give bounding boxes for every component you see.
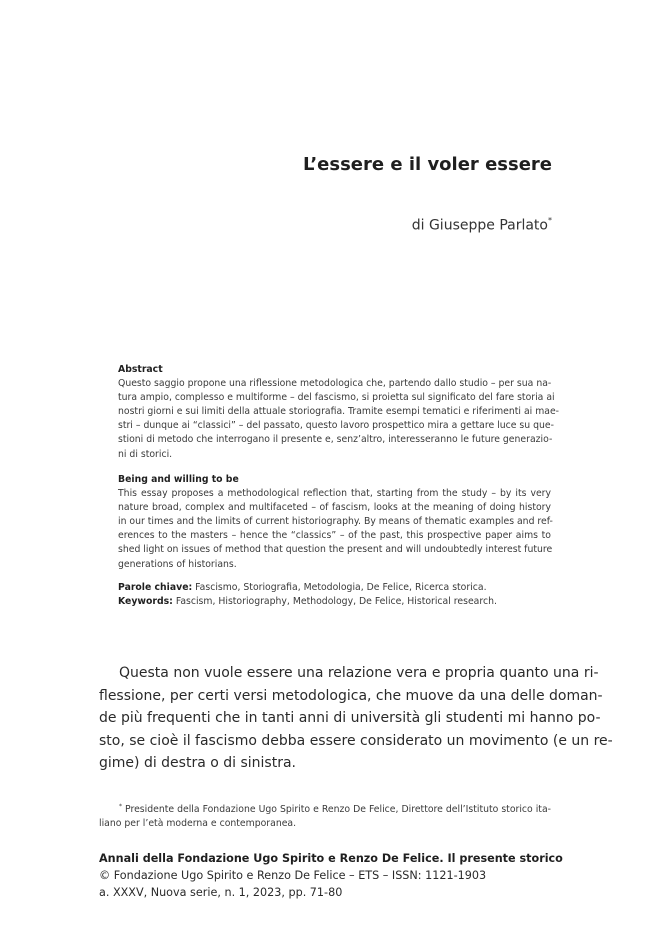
footnote-text: Presidente della Fondazione Ugo Spirito e Renzo De Felice, Direttore dell’Istituto storico ita- [122, 804, 551, 816]
article-author [412, 217, 552, 234]
journal-issue: a. XXXV, Nuova serie, n. 1, 2023, pp. 71-80 [99, 886, 343, 899]
abstract-heading: Abstract [118, 364, 163, 375]
journal-title: Annali della Fondazione Ugo Spirito e Renzo De Felice. Il presente storico [99, 852, 563, 865]
author-footnote-mark: * [548, 216, 552, 225]
abstract-line: tura ampio, complesso e multiforme – del fascismo, si proietta sul significato del fare storia ai [118, 392, 555, 404]
abstract-line: shed light on issues of method that question the present and will undoubtedly interest future [118, 544, 553, 556]
abstract-line: nature broad, complex and multifaceted – of fascism, looks at the meaning of doing history [118, 502, 551, 514]
body-line: flessione, per certi versi metodologica, che muove da una delle doman- [99, 687, 603, 704]
keywords-italian-label: Parole chiave: [118, 582, 193, 593]
keywords-italian [118, 581, 551, 595]
author-name: di Giuseppe Parlato [411, 217, 548, 234]
abstract-line: nostri giorni e sui limiti della attuale storiografia. Tramite esempi tematici e riferimenti ai mae- [118, 406, 560, 418]
footnote-line: liano per l’età moderna e contemporanea. [99, 818, 297, 830]
body-line: Questa non vuole essere una relazione vera e propria quanto una ri- [119, 665, 599, 681]
article-title: L’essere e il voler essere [303, 154, 552, 175]
keywords-english-value: Fascism, Historiography, Methodology, De Felice, Historical research. [172, 596, 497, 608]
abstract-line: stri – dunque ai “classici” – del passato, questo lavoro prospettico mira a gettare luce su que- [118, 420, 554, 432]
footnote-line [99, 800, 551, 817]
footnote-mark: * [119, 803, 122, 810]
keywords-italian-value: Fascismo, Storiografia, Metodologia, De Felice, Ricerca storica. [192, 582, 487, 593]
abstract-line: generations of historians. [118, 558, 237, 570]
abstract-line: stioni di metodo che interrogano il presente e, senz’altro, interesseranno le future generazio- [118, 434, 553, 446]
keywords-block [118, 581, 551, 609]
keywords-english [118, 595, 551, 609]
abstract-english-heading: Being and willing to be [118, 474, 239, 485]
body-line: de più frequenti che in tanti anni di università gli studenti mi hanno po- [99, 710, 601, 726]
abstract-line: ni di storici. [118, 448, 173, 460]
abstract-italian [118, 363, 560, 462]
body-line: sto, se cioè il fascismo debba essere considerato un movimento (e un re- [99, 732, 613, 749]
journal-info [99, 850, 563, 901]
journal-copyright: © Fondazione Ugo Spirito e Renzo De Felice – ETS – ISSN: 1121-1903 [99, 869, 487, 882]
abstract-line: Questo saggio propone una riflessione metodologica che, partendo dallo studio – per sua na- [118, 378, 552, 390]
keywords-english-label: Keywords: [118, 596, 173, 608]
footnote [99, 800, 551, 831]
abstract-line: This essay proposes a methodological reflection that, starting from the study – by its very [118, 488, 551, 500]
body-line: gime) di destra o di sinistra. [99, 755, 296, 771]
abstract-line: in our times and the limits of current historiography. By means of thematic examples and ref- [118, 516, 553, 528]
body-paragraph [99, 662, 613, 775]
abstract-line: erences to the masters – hence the “classics” – of the past, this prospective paper aims to [118, 530, 551, 542]
abstract-english [118, 473, 551, 572]
